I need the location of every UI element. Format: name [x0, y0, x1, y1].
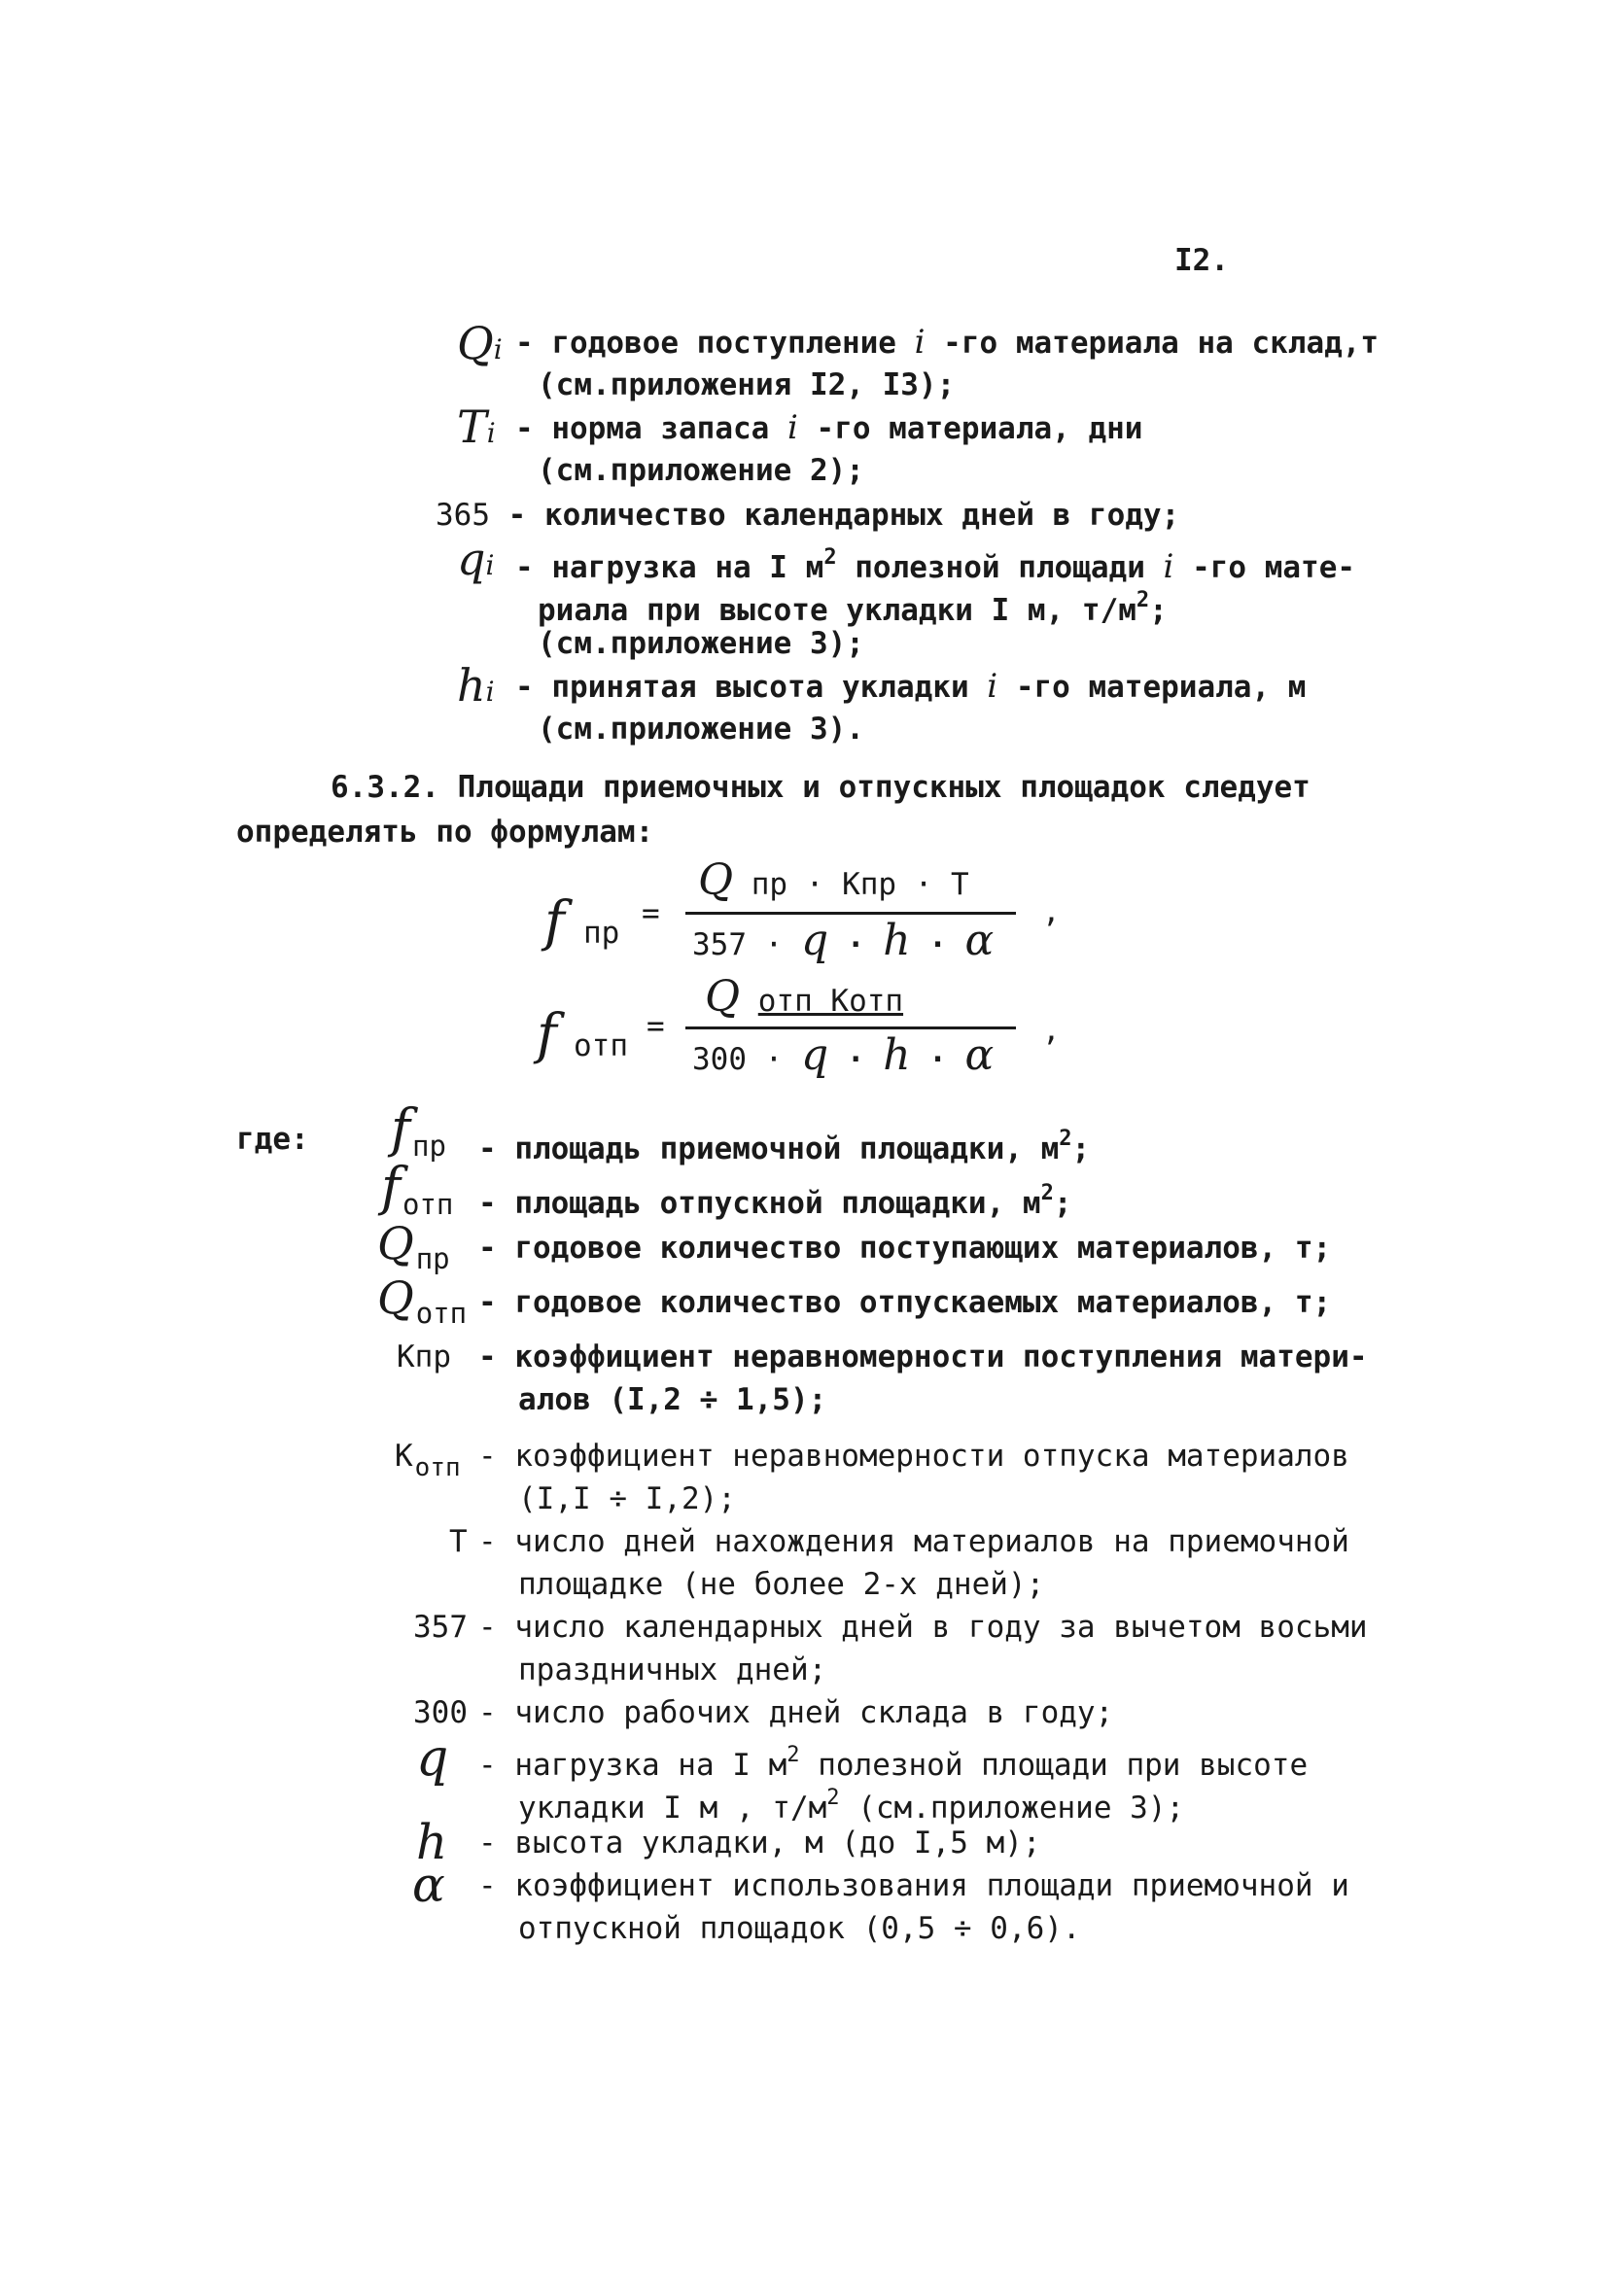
k-pr-desc-line2: алов (I,2 ÷ 1,5); [518, 1382, 827, 1417]
symbol-f-otp: $f_{отп}$ [381, 1156, 454, 1221]
formula2-numerator: Q отп Котп [705, 972, 904, 1022]
hi-line1: - принятая высота укладки i -го материала, м [515, 667, 1307, 706]
formula2-fraction-bar [685, 1026, 1016, 1029]
n357-desc-line2: праздничных дней; [518, 1652, 827, 1687]
symbol-h: h [416, 1814, 448, 1870]
symbol-q: q [416, 1729, 449, 1788]
formula2-lhs-sub: отп [574, 1028, 628, 1063]
qi-load-line2: риала при высоте укладки I м, $т/м^2$; [538, 588, 1168, 628]
k-otp-desc-line2: (I,I ÷ I,2); [518, 1481, 736, 1516]
ti-line1: - норма запаса i -го материала, дни [515, 408, 1143, 447]
n357-desc-line1: - число календарных дней в году за вычетом восьми [478, 1610, 1368, 1645]
symbol-alpha: α [412, 1857, 445, 1913]
q-otp-desc: - годовое количество отпускаемых материалов, т; [478, 1285, 1332, 1320]
formula1-fraction-bar [685, 912, 1016, 915]
t-desc-line2: площадке (не более 2-х дней); [518, 1567, 1045, 1602]
symbol-k-pr: Кпр [397, 1339, 451, 1374]
qi-line2: (см.приложения I2, I3); [538, 367, 956, 402]
t-desc-line1: - число дней нахождения материалов на приемочной [478, 1524, 1349, 1559]
formula1-lhs-sub: пр [583, 916, 620, 951]
qi-load-line3: (см.приложение 3); [538, 626, 864, 661]
formula1-lhs: f [544, 890, 565, 954]
n365-line: 365 - количество календарных дней в году; [436, 498, 1180, 533]
k-pr-desc-line1: - коэффициент неравномерности поступления матери- [478, 1339, 1368, 1374]
where-label: где: [236, 1122, 309, 1157]
q-desc-line1: - нагрузка на I $м^2$ полезной площади при высоте [478, 1743, 1309, 1783]
formula2-lhs: f [537, 1003, 557, 1066]
symbol-f-pr: $f_{пр}$ [391, 1097, 446, 1163]
paragraph-line1: 6.3.2. Площади приемочных и отпускных площадок следует [331, 770, 1311, 805]
symbol-k-otp: $К_{отп}$ [395, 1439, 461, 1482]
symbol-Qi: Qi [457, 317, 503, 369]
alpha-desc-line2: отпускной площадок (0,5 ÷ 0,6). [518, 1911, 1081, 1946]
formula1-eq: = [642, 896, 660, 931]
paragraph-line2: определять по формулам: [236, 815, 654, 850]
n300-desc-line1: - число рабочих дней склада в году; [478, 1695, 1114, 1730]
symbol-Ti: Ti [457, 400, 496, 453]
hi-line2: (см.приложение 3). [538, 712, 864, 747]
h-desc-line1: - высота укладки, м (до I,5 м); [478, 1826, 1041, 1861]
f-otp-desc: - площадь отпускной площадки, $м^2$; [478, 1181, 1072, 1221]
k-otp-desc-line1: - коэффициент неравномерности отпуска материалов [478, 1439, 1349, 1474]
q-desc-line2: укладки I м , $т/м^2$ (см.приложение 3); [518, 1786, 1185, 1826]
q-pr-desc: - годовое количество поступающих материалов, т; [478, 1231, 1332, 1266]
symbol-357: 357 [413, 1610, 468, 1645]
ti-line2: (см.приложение 2); [538, 453, 864, 488]
page-number: I2. [1174, 243, 1229, 278]
alpha-desc-line1: - коэффициент использования площади приемочной и [478, 1868, 1349, 1903]
formula2-eq: = [647, 1009, 665, 1044]
formula1-comma: , [1042, 894, 1061, 929]
qi-line1: - годовое поступление i -го материала на склад,т [515, 323, 1380, 362]
symbol-300: 300 [413, 1695, 468, 1730]
formula2-denominator: 300 · q · h · α [692, 1030, 995, 1080]
f-pr-desc: - площадь приемочной площадки, $м^2$; [478, 1127, 1091, 1166]
symbol-hi: hi [457, 659, 495, 712]
qi-load-line1: - нагрузка на I $м^2$ полезной площади i -го мате- [515, 545, 1356, 586]
symbol-T: Т [449, 1524, 468, 1559]
formula2-comma: , [1042, 1013, 1061, 1048]
symbol-Q-otp: $Q_{отп}$ [377, 1271, 468, 1330]
formula1-numerator: Q пр · Кпр · Т [698, 855, 969, 905]
symbol-qi: qi [457, 533, 495, 585]
symbol-Q-pr: $Q_{пр}$ [377, 1217, 450, 1275]
formula1-denominator: 357 · q · h · α [692, 916, 995, 965]
